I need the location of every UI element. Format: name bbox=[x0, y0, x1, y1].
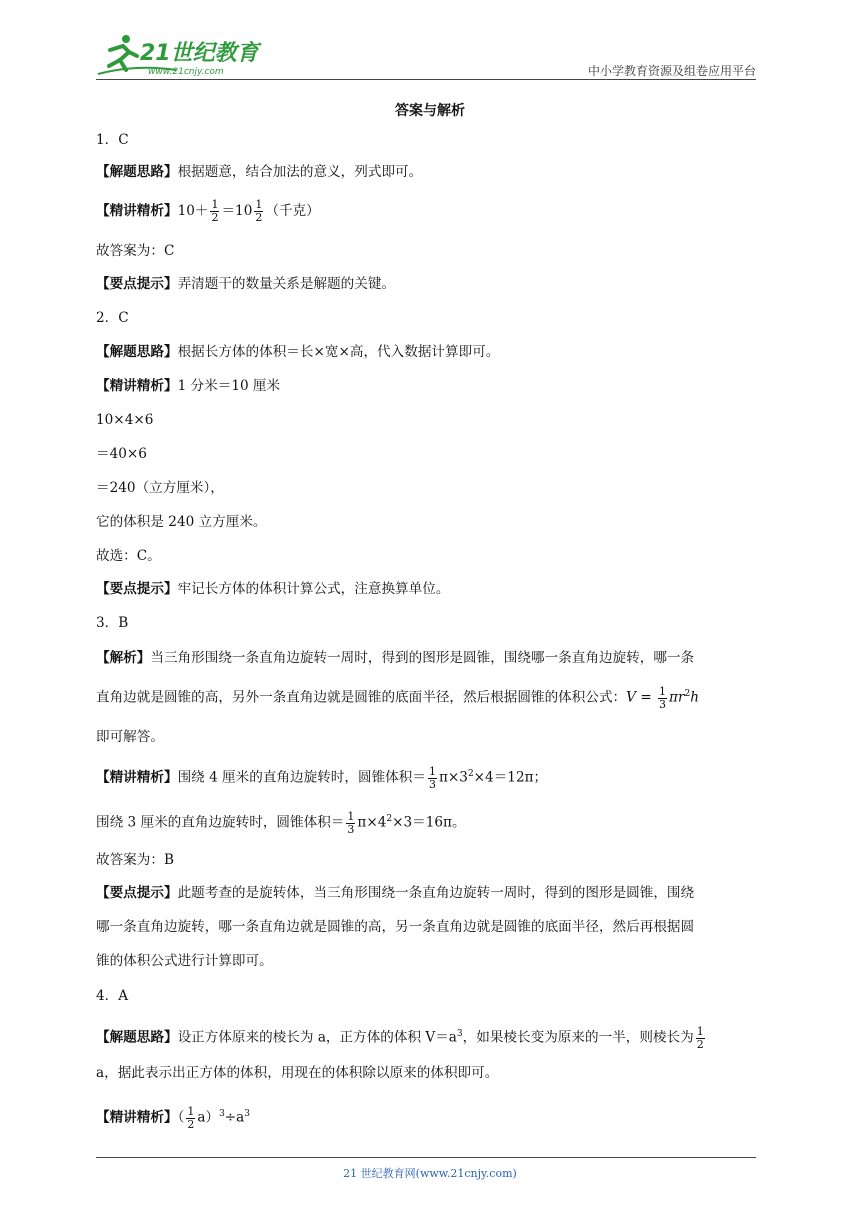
q3-jj2-c: ×3＝16π。 bbox=[392, 814, 466, 831]
q2-idea bbox=[96, 342, 760, 362]
q3-jiexi-line-2 bbox=[96, 684, 760, 711]
q3-tip-line-2: 哪一条直角边旋转，哪一条直角边就是圆锥的高，另一条直角边就是圆锥的底面半径，然后再根据圆 bbox=[96, 919, 695, 935]
page-title: 答案与解析 bbox=[395, 103, 465, 119]
q3-formula-v: V bbox=[626, 689, 636, 706]
q3-jj2-den: 3 bbox=[347, 822, 355, 836]
q2-jingjiang bbox=[96, 376, 760, 396]
q1-jj-label: 【精讲精析】 bbox=[96, 203, 178, 219]
q2-calc-1: 10×4×6 bbox=[96, 412, 154, 428]
q3-jx-line2: 直角边就是圆锥的高，另外一条直角边就是圆锥的底面半径，然后根据圆锥的体积公式： bbox=[96, 689, 627, 706]
q1-number: 1．C bbox=[96, 132, 129, 148]
q2-tip bbox=[96, 579, 760, 599]
q3-jj2-sq: 2 bbox=[386, 814, 393, 824]
q2-tip-label: 【要点提示】 bbox=[96, 581, 178, 597]
q1-jingjiang bbox=[96, 199, 760, 224]
q3-jingjiang-2 bbox=[96, 809, 760, 836]
q4-jj-cube-2: 3 bbox=[244, 1109, 251, 1119]
q3-jj2-a: 围绕 3 厘米的直角边旋转时，圆锥体积＝ bbox=[96, 814, 345, 831]
q3-jj1-fraction bbox=[428, 766, 437, 791]
q1-tip-label: 【要点提示】 bbox=[96, 276, 178, 292]
q2-number: 2．C bbox=[96, 310, 129, 326]
q4-jingjiang bbox=[96, 1104, 760, 1131]
q4-cube: 3 bbox=[456, 1029, 463, 1039]
q1-answer: 故答案为：C bbox=[96, 243, 175, 259]
q3-tip-label: 【要点提示】 bbox=[96, 885, 178, 901]
q3-jiexi-line-3: 即可解答。 bbox=[96, 729, 164, 745]
page-header bbox=[96, 30, 756, 80]
q4-idea-num: 1 bbox=[696, 1024, 704, 1038]
q3-answer: 故答案为：B bbox=[96, 852, 174, 868]
q3-jj1-den: 3 bbox=[428, 777, 436, 791]
q2-jj-text: 1 分米＝10 厘米 bbox=[177, 378, 281, 394]
q3-jj2-num: 1 bbox=[347, 809, 355, 823]
q4-jj-label: 【精讲精析】 bbox=[96, 1109, 178, 1126]
q2-idea-text: 根据长方体的体积＝长×宽×高，代入数据计算即可。 bbox=[177, 344, 500, 360]
q3-jingjiang-1 bbox=[96, 764, 760, 791]
footer-divider bbox=[96, 1157, 756, 1158]
q4-idea-line-1 bbox=[96, 1024, 760, 1051]
q4-jj-b: a） bbox=[197, 1109, 220, 1126]
q1-jj-b: ＝10 bbox=[221, 203, 253, 219]
q3-formula-num: 1 bbox=[659, 684, 667, 698]
q3-number: 3．B bbox=[96, 615, 129, 631]
q2-answer: 故选：C。 bbox=[96, 548, 161, 564]
q1-tip-text: 弄清题干的数量关系是解题的关键。 bbox=[177, 276, 396, 292]
q1-unit: （千克） bbox=[265, 203, 320, 219]
q4-jj-cube-1: 3 bbox=[219, 1109, 225, 1119]
q4-idea-line1: 设正方体原来的棱长为 a，正方体的体积 V＝a bbox=[177, 1029, 457, 1046]
q3-formula-rest: πr bbox=[669, 689, 685, 706]
q3-jj1-b: π×3 bbox=[438, 769, 468, 786]
q1-frac-den: 2 bbox=[211, 211, 219, 224]
q1-idea-label: 【解题思路】 bbox=[96, 164, 178, 180]
q3-jj1-a: 围绕 4 厘米的直角边旋转时，圆锥体积＝ bbox=[177, 769, 426, 786]
q3-jiexi-line-1 bbox=[96, 648, 760, 668]
q1-frac-den-2: 2 bbox=[255, 211, 263, 224]
q3-jj1-c: ×4＝12π； bbox=[473, 769, 548, 786]
q1-jj-a: 10＋ bbox=[177, 203, 209, 219]
q3-tip-line1: 此题考查的是旋转体，当三角形围绕一条直角边旋转一周时，得到的图形是圆锥，围绕 bbox=[177, 885, 695, 901]
q3-formula-h: h bbox=[690, 689, 699, 706]
q3-jj1-num: 1 bbox=[428, 764, 436, 778]
q3-tip-line-1 bbox=[96, 883, 760, 903]
q1-fraction-b bbox=[254, 199, 263, 224]
q4-jj-a: （ bbox=[177, 1109, 185, 1126]
q3-tip-line-3: 锥的体积公式进行计算即可。 bbox=[96, 953, 273, 969]
q3-jj2-b: π×4 bbox=[357, 814, 387, 831]
logo-url: www.21cnjy.com bbox=[148, 67, 224, 77]
q1-idea-text: 根据题意，结合加法的意义，列式即可。 bbox=[177, 164, 423, 180]
q3-jj1-sq: 2 bbox=[467, 769, 474, 779]
logo bbox=[96, 30, 266, 78]
q4-jj-fraction bbox=[186, 1106, 195, 1131]
q4-jj-num: 1 bbox=[187, 1104, 195, 1118]
q2-tip-text: 牢记长方体的体积计算公式，注意换算单位。 bbox=[177, 581, 450, 597]
q3-jj-label: 【精讲精析】 bbox=[96, 769, 178, 786]
q3-formula-eq: = bbox=[640, 689, 652, 706]
q1-idea bbox=[96, 162, 760, 182]
q3-formula-fraction bbox=[658, 686, 667, 711]
q2-calc-3: ＝240（立方厘米）， bbox=[96, 480, 224, 496]
q4-idea-fraction bbox=[696, 1026, 705, 1051]
q1-frac-num-2: 1 bbox=[255, 198, 263, 211]
logo-text: 21世纪教育 bbox=[140, 41, 259, 66]
q4-jj-c: ÷a bbox=[224, 1109, 245, 1126]
q2-result: 它的体积是 240 立方厘米。 bbox=[96, 514, 267, 530]
q4-idea-line-2: a，据此表示出正方体的体积，用现在的体积除以原来的体积即可。 bbox=[96, 1065, 499, 1081]
q4-idea-line1b: ，如果棱长变为原来的一半，则棱长为 bbox=[462, 1029, 694, 1046]
q3-jx-line1: 当三角形围绕一条直角边旋转一周时，得到的图形是圆锥，围绕哪一条直角边旋转，哪一条 bbox=[150, 650, 695, 666]
q4-idea-label: 【解题思路】 bbox=[96, 1029, 178, 1046]
footer-link[interactable]: 21 世纪教育网(www.21cnjy.com) bbox=[343, 1167, 517, 1180]
platform-name: 中小学教育资源及组卷应用平台 bbox=[587, 64, 756, 78]
q2-jj-label: 【精讲精析】 bbox=[96, 378, 178, 394]
q4-jj-den: 2 bbox=[187, 1117, 195, 1131]
q3-formula-sq: 2 bbox=[684, 689, 691, 699]
q3-jx-label: 【解析】 bbox=[96, 650, 151, 666]
q1-fraction-a bbox=[210, 199, 219, 224]
q3-jj2-fraction bbox=[346, 811, 355, 836]
q3-formula-den: 3 bbox=[659, 697, 667, 711]
q1-tip bbox=[96, 274, 760, 294]
q2-idea-label: 【解题思路】 bbox=[96, 344, 178, 360]
q2-calc-2: ＝40×6 bbox=[96, 446, 147, 462]
q4-idea-den: 2 bbox=[696, 1037, 704, 1051]
q1-frac-num: 1 bbox=[211, 198, 219, 211]
header-divider bbox=[96, 79, 756, 80]
q4-number: 4．A bbox=[96, 988, 129, 1004]
